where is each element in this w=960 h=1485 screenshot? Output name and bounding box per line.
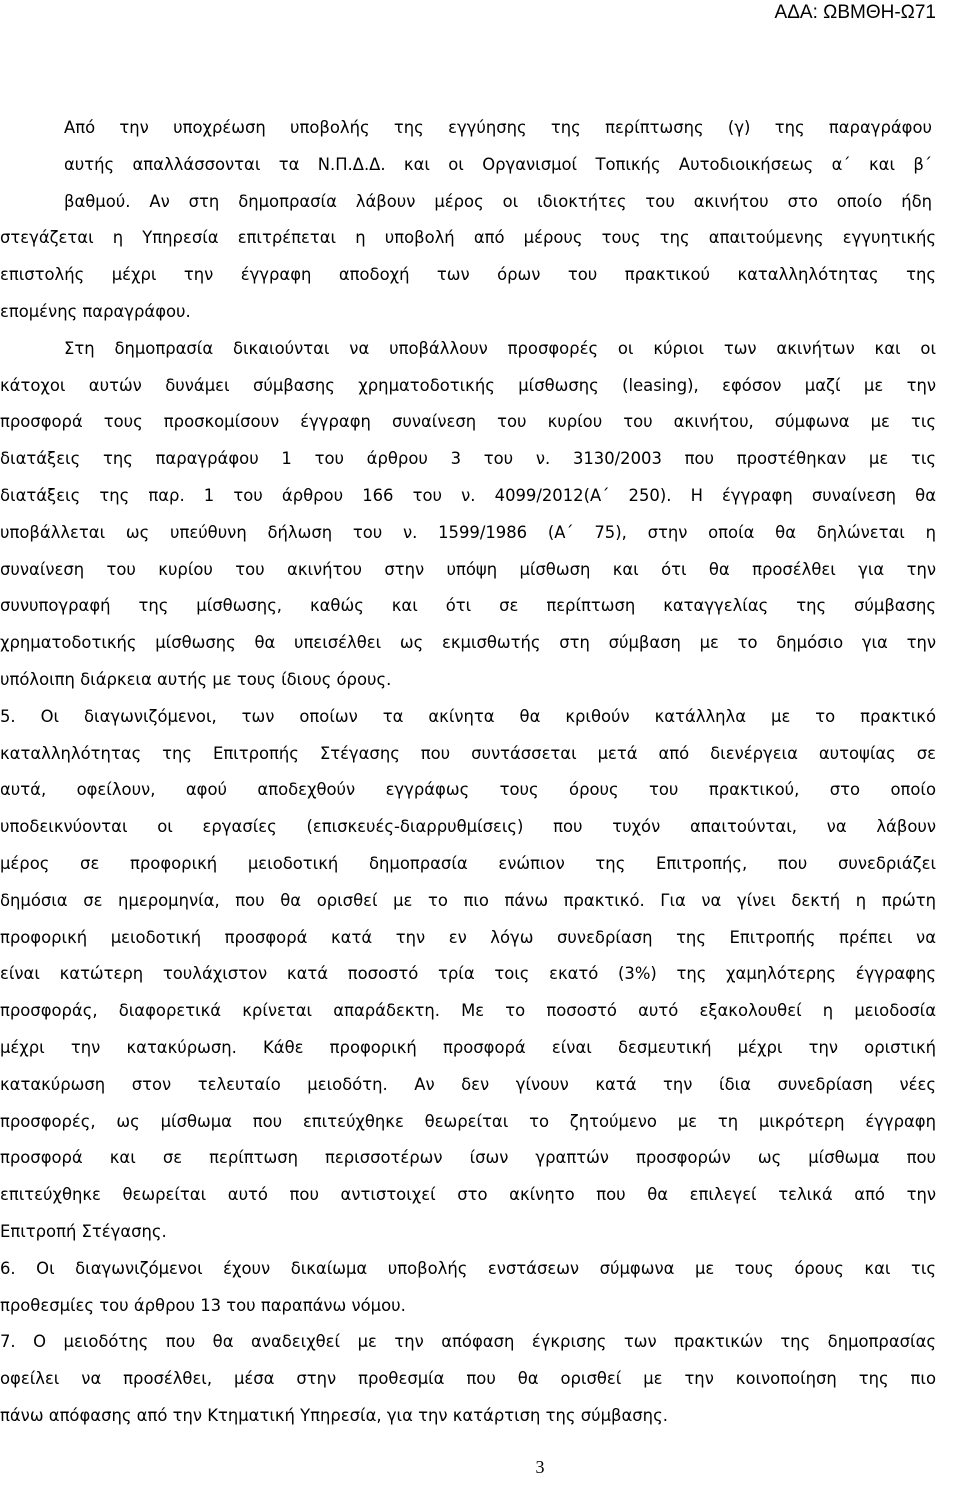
text-line: προθεσμίες του άρθρου 13 του παραπάνω νόμου.	[0, 1295, 406, 1315]
text-line: κάτοχοι αυτών δυνάμει σύμβασης χρηματοδοτικής μίσθωσης (leasing), εφόσον μαζί με την	[0, 375, 936, 395]
text-line: διατάξεις της παραγράφου 1 του άρθρου 3 του ν. 3130/2003 που προστέθηκαν με τις	[0, 449, 936, 469]
text-line: στεγάζεται η Υπηρεσία επιτρέπεται η υποβολή από μέρους τους της απαιτούμενης εγγυητικής	[0, 228, 936, 248]
text-line: αυτής απαλλάσσονται τα Ν.Π.Δ.Δ. και οι Οργανισμοί Τοπικής Αυτοδιοικήσεως α΄ και β΄	[64, 154, 932, 174]
text-line: επομένης παραγράφου.	[0, 301, 191, 321]
text-line: Από την υποχρέωση υποβολής της εγγύησης της περίπτωσης (γ) της παραγράφου	[64, 118, 932, 137]
text-line: υποβάλλεται ως υπεύθυνη δήλωση του ν. 1599/1986 (Α΄ 75), στην οποία θα δηλώνεται η	[0, 522, 936, 542]
text-line: επιτεύχθηκε θεωρείται αυτό που αντιστοιχεί στο ακίνητο που θα επιλεγεί τελικά από την	[0, 1185, 936, 1205]
text-line: διατάξεις της παρ. 1 του άρθρου 166 του ν. 4099/2012(Α΄ 250). Η έγγραφη συναίνεση θα	[0, 485, 936, 505]
document-body	[0, 110, 960, 1435]
page-number: 3	[535, 1457, 545, 1477]
text-line: καταλληλότητας της Επιτροπής Στέγασης που συντάσσεται μετά από διενέργεια αυτοψίας σε	[0, 743, 936, 763]
text-line: 7. Ο μειοδότης που θα αναδειχθεί με την απόφαση έγκρισης των πρακτικών της δημοπρασίας	[0, 1332, 936, 1352]
text-line: προσφοράς, διαφορετικά κρίνεται απαράδεκτη. Με το ποσοστό αυτό εξακολουθεί η μειοδοσία	[0, 1001, 936, 1021]
text-line: προφορική μειοδοτική προσφορά κατά την εν λόγω συνεδρίαση της Επιτροπής πρέπει να	[0, 927, 936, 947]
document-id: ΑΔΑ: ΩΒΜΘΗ-Ω71	[774, 2, 936, 23]
text-line: υπόλοιπη διάρκεια αυτής με τους ίδιους όρους.	[0, 669, 392, 689]
text-line: οφείλει να προσέλθει, μέσα στην προθεσμία που θα ορισθεί με την κοινοποίηση της πιο	[0, 1369, 936, 1389]
text-line: προσφορές, ως μίσθωμα που επιτεύχθηκε θεωρείται το ζητούμενο με τη μικρότερη έγγραφη	[0, 1111, 936, 1131]
text-line: Στη δημοπρασία δικαιούνται να υποβάλλουν προσφορές οι κύριοι των ακινήτων και οι	[64, 338, 936, 358]
text-line: συνυπογραφή της μίσθωσης, καθώς και ότι σε περίπτωση καταγγελίας της σύμβασης	[0, 596, 936, 616]
text-line: Επιτροπή Στέγασης.	[0, 1221, 167, 1241]
text-line: συναίνεση του κυρίου του ακινήτου στην υπόψη μίσθωση και ότι θα προσέλθει για την	[0, 559, 936, 579]
text-line: δημόσια σε ημερομηνία, που θα ορισθεί με το πιο πάνω πρακτικό. Για να γίνει δεκτή η πρώτη	[0, 890, 936, 910]
text-line: κατακύρωση στον τελευταίο μειοδότη. Αν δεν γίνουν κατά την ίδια συνεδρίαση νέες	[0, 1074, 936, 1094]
text-line: αυτά, οφείλουν, αφού αποδεχθούν εγγράφως τους όρους του πρακτικού, στο οποίο	[0, 780, 936, 800]
text-line: προσφορά τους προσκομίσουν έγγραφη συναίνεση του κυρίου του ακινήτου, σύμφωνα με τις	[0, 412, 936, 432]
text-line: χρηματοδοτικής μίσθωσης θα υπεισέλθει ως εκμισθωτής στη σύμβαση με το δημόσιο για την	[0, 633, 936, 653]
text-line: 6. Οι διαγωνιζόμενοι έχουν δικαίωμα υποβολής ενστάσεων σύμφωνα με τους όρους και τις	[0, 1258, 936, 1278]
text-line: βαθμού. Αν στη δημοπρασία λάβουν μέρος οι ιδιοκτήτες του ακινήτου στο οποίο ήδη	[64, 191, 932, 211]
text-line: προσφορά και σε περίπτωση περισσοτέρων ίσων γραπτών προσφορών ως μίσθωμα που	[0, 1148, 936, 1168]
text-line: είναι κατώτερη τουλάχιστον κατά ποσοστό τρία τοις εκατό (3%) της χαμηλότερης έγγραφης	[0, 964, 936, 984]
text-line: επιστολής μέχρι την έγγραφη αποδοχή των όρων του πρακτικού καταλληλότητας της	[0, 265, 936, 285]
text-line: μέχρι την κατακύρωση. Κάθε προφορική προσφορά είναι δεσμευτική μέχρι την οριστική	[0, 1037, 936, 1057]
text-line: πάνω απόφασης από την Κτηματική Υπηρεσία, για την κατάρτιση της σύμβασης.	[0, 1405, 668, 1425]
text-line: μέρος σε προφορική μειοδοτική δημοπρασία ενώπιον της Επιτροπής, που συνεδριάζει	[0, 853, 936, 873]
text-line: υποδεικνύονται οι εργασίες (επισκευές-διαρρυθμίσεις) που τυχόν απαιτούνται, να λάβουν	[0, 817, 936, 837]
text-line: 5. Οι διαγωνιζόμενοι, των οποίων τα ακίνητα θα κριθούν κατάλληλα με το πρακτικό	[0, 706, 936, 726]
